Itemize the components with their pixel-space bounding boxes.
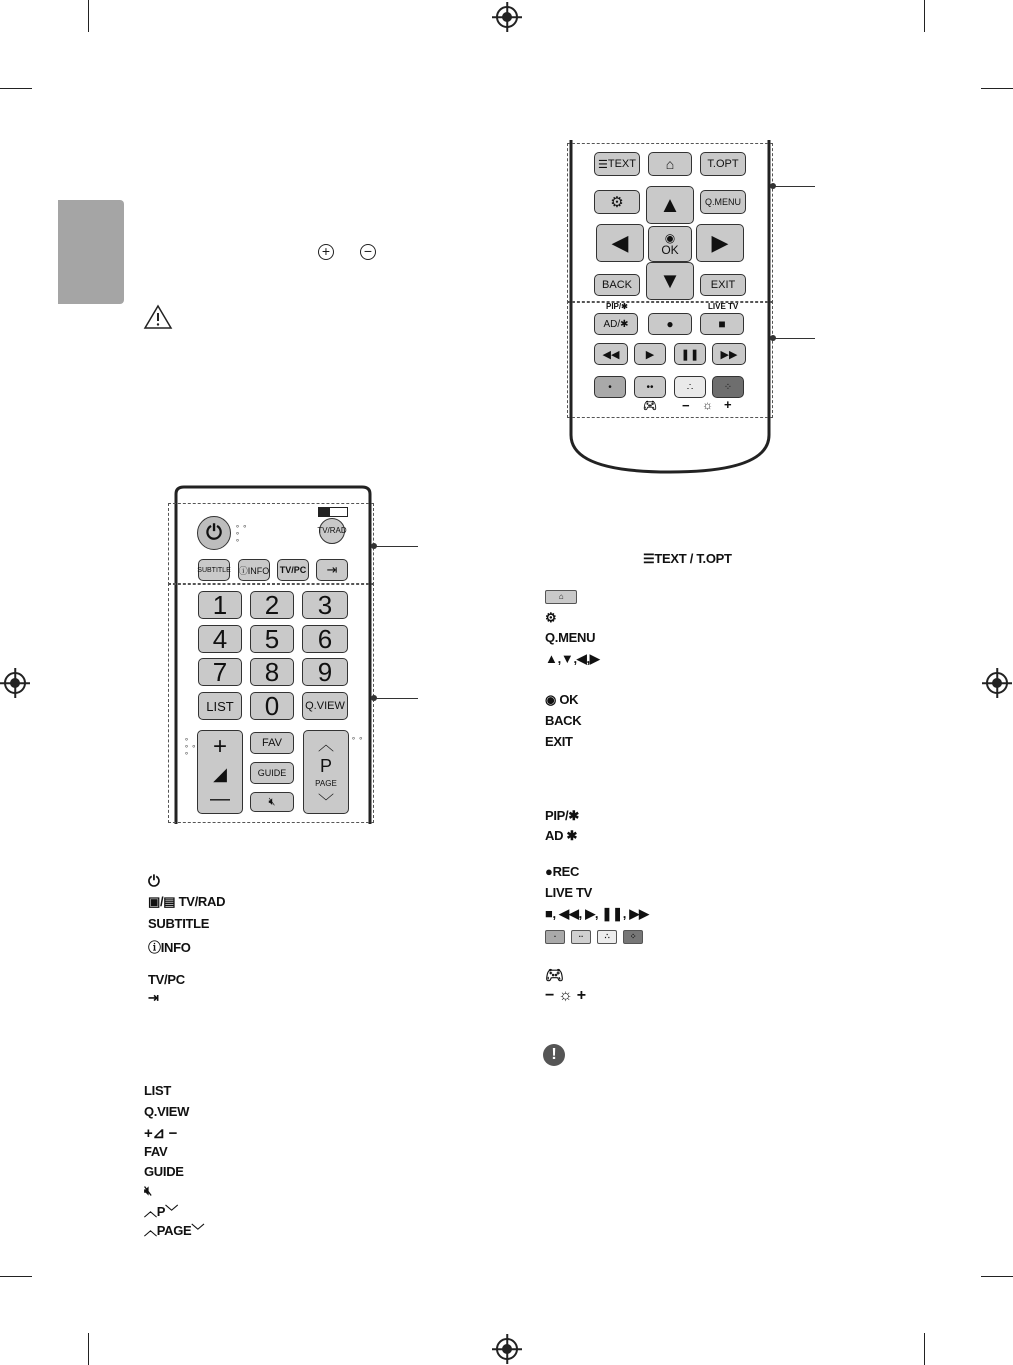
info-button[interactable] — [238, 559, 270, 581]
qmenu-button[interactable] — [700, 190, 746, 214]
page-rocker[interactable] — [303, 730, 349, 814]
settings-button[interactable] — [594, 190, 640, 214]
guide-label: GUIDE — [257, 768, 287, 778]
home-icon: ⌂ — [545, 590, 577, 604]
input-icon: ⇥ — [148, 990, 159, 1005]
num-label: 9 — [317, 656, 333, 687]
warning-icon — [143, 304, 173, 330]
color-button-2[interactable]: •• — [634, 376, 666, 398]
legend-input — [148, 990, 159, 1006]
subtitle-button[interactable] — [198, 559, 230, 581]
num-button-6[interactable] — [302, 625, 348, 653]
arrow-up-icon: ▲ — [659, 192, 681, 217]
legend-exit: EXIT — [545, 734, 573, 749]
legend-fav: FAV — [144, 1144, 168, 1159]
legend-tvrad — [148, 894, 225, 910]
left-button[interactable] — [596, 224, 644, 262]
legend-volume: +⊿ − — [144, 1125, 178, 1142]
brightness-icon: ☼ — [702, 398, 713, 412]
list-label: LIST — [206, 698, 234, 714]
indicator-dots: ∘ ∘ ∘ ∘ — [184, 735, 197, 758]
num-label: 2 — [264, 589, 280, 620]
ok-dot-icon: ◉ — [664, 231, 676, 245]
color-swatch-2: ·· — [571, 930, 591, 944]
minus-circle-icon: − — [360, 244, 376, 260]
page-p-label: P — [319, 756, 332, 777]
legend-ok-text: OK — [559, 692, 579, 707]
rec-button[interactable] — [648, 313, 692, 335]
legend-text-topt — [643, 551, 732, 567]
up-button[interactable] — [646, 186, 694, 224]
num-button-7[interactable] — [198, 658, 242, 686]
legend-guide: GUIDE — [144, 1164, 184, 1179]
volume-rocker[interactable] — [197, 730, 243, 814]
plus-circle-icon: + — [318, 244, 334, 260]
legend-ok — [545, 692, 578, 708]
power-button[interactable]: ⏻ — [197, 516, 231, 550]
color-swatch-1: · — [545, 930, 565, 944]
callout-line — [773, 186, 815, 187]
legend-text-topt-text: TEXT / T.OPT — [654, 551, 732, 566]
num-button-4[interactable] — [198, 625, 242, 653]
power-icon: ⏻ — [148, 873, 160, 890]
record-icon: ● — [545, 864, 553, 879]
mute-icon: 🔇︎ — [144, 1183, 152, 1198]
gear-icon: ⚙ — [610, 194, 624, 211]
legend-color-buttons — [545, 928, 649, 944]
chevron-up-icon: ︿ — [144, 1204, 157, 1219]
color-button-3[interactable]: ∴ — [674, 376, 706, 398]
section-tab — [58, 200, 124, 304]
legend-info — [148, 937, 191, 956]
callout-line — [374, 698, 418, 699]
ad-button[interactable] — [594, 313, 638, 335]
text-icon: ☰ — [598, 158, 608, 171]
exit-label: EXIT — [710, 279, 736, 291]
legend-arrows: ▲,▼,◀,▶ — [545, 651, 600, 666]
tvrad-label: TV/RAD — [317, 526, 347, 535]
legend-p-text: P — [156, 1204, 166, 1219]
subtitle-label: SUBTITLE — [197, 566, 231, 574]
ok-button[interactable] — [648, 226, 692, 262]
num-button-8[interactable] — [250, 658, 294, 686]
arrow-left-icon: ◀ — [611, 230, 629, 255]
color-swatch-3: ∴ — [597, 930, 617, 944]
fav-label: FAV — [262, 737, 282, 749]
num-label: 4 — [212, 623, 228, 654]
legend-brightness: − ☼ + — [545, 987, 586, 1004]
legend-transport: ■, ◀◀, ▶, ❚❚, ▶▶ — [545, 906, 649, 921]
callout-line — [374, 546, 418, 547]
back-label: BACK — [602, 279, 632, 291]
stop-button[interactable] — [700, 313, 744, 335]
legend-power — [148, 873, 160, 890]
legend-rec — [545, 864, 579, 879]
text-icon: ☰ — [643, 551, 655, 566]
registration-mark — [496, 1338, 518, 1360]
crop-mark — [981, 88, 1013, 89]
arrow-right-icon: ▶ — [711, 230, 729, 255]
legend-p — [144, 1201, 178, 1220]
brightness-minus-label: − — [682, 398, 690, 413]
tv-radio-icon: ▣/▤ — [148, 894, 176, 909]
ok-label: OK — [661, 243, 679, 257]
mute-button[interactable]: 🔇︎ — [250, 792, 294, 812]
chevron-down-icon: ﹀ — [165, 1204, 178, 1219]
registration-mark — [986, 672, 1008, 694]
gamepad-icon: 🎮︎ — [643, 400, 657, 412]
pip-label: PIP/✱ — [606, 302, 628, 311]
callout-line — [773, 338, 815, 339]
qmenu-label: Q.MENU — [705, 197, 741, 207]
legend-gamepad — [545, 966, 564, 984]
info-label: ⓘINFO — [238, 565, 270, 576]
legend-livetv: LIVE TV — [545, 885, 593, 900]
num-button-0[interactable] — [250, 692, 294, 720]
vol-minus-label: — — [210, 788, 230, 811]
crop-mark — [981, 1276, 1013, 1277]
num-button-2[interactable] — [250, 591, 294, 619]
list-button[interactable] — [198, 692, 242, 720]
down-button[interactable] — [646, 262, 694, 300]
legend-page-text: PAGE — [156, 1223, 192, 1238]
tv-radio-icon — [318, 507, 348, 517]
legend-qmenu: Q.MENU — [545, 630, 596, 645]
legend-tvrad-text: TV/RAD — [178, 894, 226, 909]
legend-info-text: INFO — [160, 940, 191, 955]
crop-mark — [924, 0, 925, 32]
qview-label: Q.VIEW — [305, 700, 345, 712]
page-label: PAGE — [315, 778, 337, 788]
rewind-button[interactable] — [594, 343, 628, 365]
num-label: 7 — [212, 656, 228, 687]
legend-rec-text: REC — [552, 864, 580, 879]
topt-button[interactable] — [700, 152, 746, 176]
gamepad-icon: 🎮︎ — [545, 967, 564, 984]
brightness-plus-label: + — [724, 397, 732, 412]
home-icon: ⌂ — [665, 156, 675, 172]
tvpc-button[interactable] — [277, 559, 309, 581]
fast-forward-button[interactable] — [712, 343, 746, 365]
callout-dot — [770, 183, 776, 189]
legend-settings — [545, 610, 556, 626]
num-button-5[interactable] — [250, 625, 294, 653]
callout-dot — [371, 543, 377, 549]
crop-mark — [88, 1333, 89, 1365]
num-label: 5 — [264, 623, 280, 654]
pause-button[interactable] — [674, 343, 706, 365]
num-label: 8 — [264, 656, 280, 687]
record-icon: ● — [666, 317, 674, 331]
indicator-dots: ∘ ∘ ∘ ∘ — [235, 522, 248, 545]
gear-icon: ⚙ — [545, 610, 557, 625]
input-button[interactable]: ⇥ — [316, 559, 348, 581]
ad-label: AD/✱ — [603, 318, 629, 330]
legend-ad: AD ✱ — [545, 828, 578, 843]
crop-mark — [0, 1276, 32, 1277]
legend-mute — [144, 1183, 152, 1199]
tvrad-button[interactable] — [319, 518, 345, 544]
text-label: TEXT — [607, 158, 636, 170]
color-button-1[interactable]: • — [594, 376, 626, 398]
indicator-dots: ∘ ∘ — [351, 734, 364, 743]
right-button[interactable] — [696, 224, 744, 262]
pause-icon: ❚❚ — [680, 348, 700, 361]
fav-button[interactable] — [250, 732, 294, 754]
rewind-icon: ◀◀ — [602, 348, 620, 361]
legend-pip: PIP/✱ — [545, 808, 579, 823]
crop-mark — [924, 1333, 925, 1365]
guide-button[interactable] — [250, 762, 294, 784]
num-label: 1 — [212, 589, 228, 620]
legend-qview: Q.VIEW — [144, 1104, 190, 1119]
chevron-down-icon: ﹀ — [317, 794, 334, 812]
home-button[interactable] — [648, 152, 692, 176]
registration-mark — [4, 672, 26, 694]
arrow-down-icon: ▼ — [659, 268, 681, 293]
text-button[interactable] — [594, 152, 640, 176]
chevron-up-icon: ︿ — [317, 736, 334, 754]
color-swatch-4: ⁘ — [623, 930, 643, 944]
qview-button[interactable] — [302, 692, 348, 720]
live-tv-label: LIVE TV — [708, 302, 739, 311]
legend-list: LIST — [144, 1083, 171, 1098]
exit-button[interactable] — [700, 274, 746, 296]
info-icon: ⓘ — [148, 940, 161, 955]
note-icon: ! — [543, 1044, 565, 1066]
ok-dot-icon: ◉ — [545, 692, 557, 707]
registration-mark — [496, 6, 518, 28]
back-button[interactable] — [594, 274, 640, 296]
topt-label: T.OPT — [707, 158, 739, 170]
num-label: 0 — [264, 690, 280, 721]
callout-dot — [770, 335, 776, 341]
crop-mark — [88, 0, 89, 32]
num-button-9[interactable] — [302, 658, 348, 686]
tvpc-label: TV/PC — [279, 565, 307, 575]
fast-forward-icon: ▶▶ — [720, 348, 738, 361]
stop-icon: ■ — [718, 317, 726, 331]
num-button-3[interactable] — [302, 591, 348, 619]
num-button-1[interactable] — [198, 591, 242, 619]
legend-page — [144, 1220, 204, 1239]
legend-tvpc: TV/PC — [148, 972, 185, 987]
legend-back: BACK — [545, 713, 582, 728]
num-label: 6 — [317, 623, 333, 654]
play-button[interactable] — [634, 343, 666, 365]
chevron-up-icon: ︿ — [144, 1223, 157, 1238]
color-button-4[interactable]: ⁘ — [712, 376, 744, 398]
play-icon: ▶ — [645, 348, 655, 361]
legend-home — [545, 588, 583, 604]
chevron-down-icon: ﹀ — [191, 1223, 205, 1238]
num-label: 3 — [317, 589, 333, 620]
legend-subtitle: SUBTITLE — [148, 916, 210, 931]
vol-plus-label: + — [212, 732, 227, 760]
crop-mark — [0, 88, 32, 89]
volume-icon: ◢ — [213, 763, 227, 784]
callout-dot — [371, 695, 377, 701]
